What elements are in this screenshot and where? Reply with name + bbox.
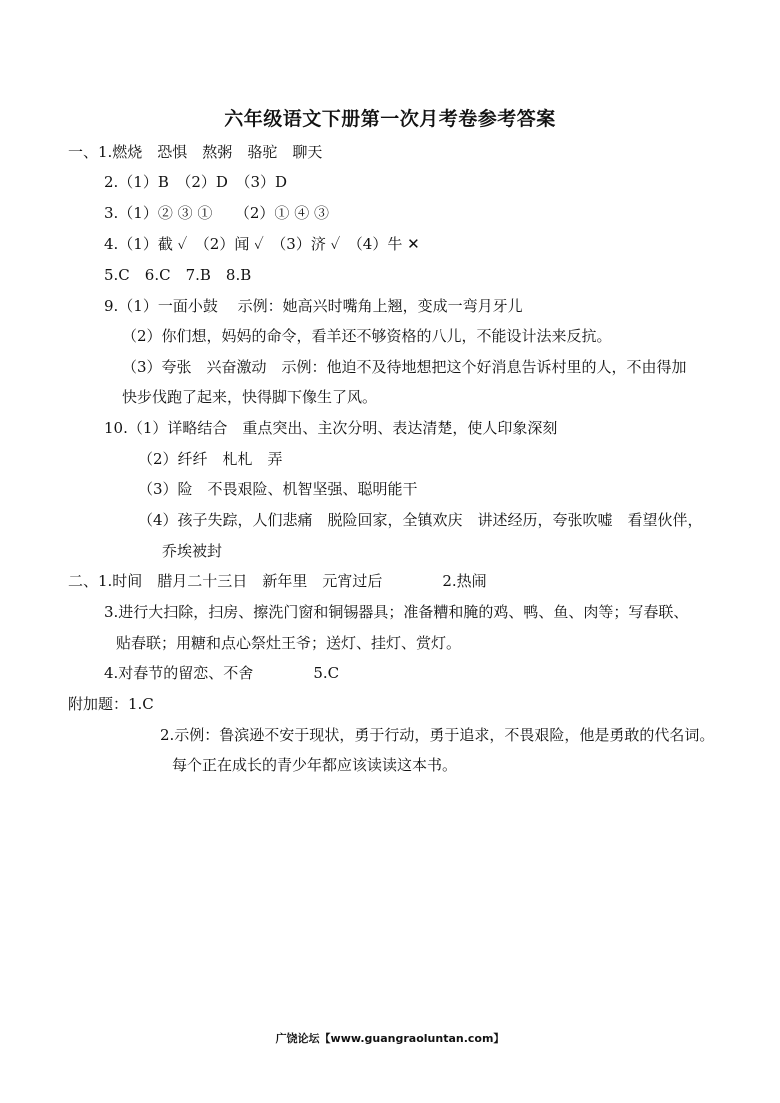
bonus-q2: 2.示例：鲁滨逊不安于现状，勇于行动，勇于追求，不畏艰险，他是勇敢的代名词。 <box>160 726 715 744</box>
answer-q9-2: （2）你们想，妈妈的命令，看羊还不够资格的八儿，不能设计法来反抗。 <box>122 327 612 345</box>
bonus-q1: 附加题：1.C <box>68 695 154 713</box>
answer-q10-2: （2）纤纤 札札 弄 <box>138 450 283 468</box>
page-title: 六年级语文下册第一次月考卷参考答案 <box>224 108 556 130</box>
answer-q9-1: 9.（1）一面小鼓 示例：她高兴时嘴角上翘，变成一弯月牙儿 <box>104 297 523 315</box>
answer-q4: 4.（1）截 ✓ （2）闻 ✓ （3）济 ✓ （4）牛 ✕ <box>104 235 420 253</box>
answer-q9-3: （3）夸张 兴奋激动 示例：他迫不及待地想把这个好消息告诉村里的人，不由得加 <box>122 358 687 376</box>
answer-q2: 2.（1）B （2）D （3）D <box>104 173 288 191</box>
answer-section-2-q3: 3.进行大扫除，扫房、擦洗门窗和铜锡器具；准备糟和腌的鸡、鸭、鱼、肉等；写春联、 <box>104 603 689 621</box>
answer-q5-8: 5.C 6.C 7.B 8.B <box>104 266 252 284</box>
answer-section-2-q4-5: 4.对春节的留恋、不舍 5.C <box>104 664 340 682</box>
answer-section-1-q1: 一、1.燃烧 恐惧 熬粥 骆驼 聊天 <box>68 143 323 161</box>
answer-section-2-q3-cont: 贴春联；用糖和点心祭灶王爷；送灯、挂灯、赏灯。 <box>116 634 462 652</box>
page-footer: 广饶论坛【www.guangraoluntan.com】 <box>275 1032 505 1045</box>
answer-q3: 3.（1）② ③ ① （2）① ④ ③ <box>104 204 329 222</box>
answer-q10-1: 10.（1）详略结合 重点突出、主次分明、表达清楚，使人印象深刻 <box>104 419 558 437</box>
answer-q10-4-cont: 乔埃被封 <box>162 542 223 560</box>
answer-q10-3: （3）险 不畏艰险、机智坚强、聪明能干 <box>138 480 418 498</box>
answer-q10-4: （4）孩子失踪，人们悲痛 脱险回家，全镇欢庆 讲述经历，夸张吹嘘 看望伙伴， <box>138 511 703 529</box>
answer-section-2-q1: 二、1.时间 腊月二十三日 新年里 元宵过后 2.热闹 <box>68 572 487 590</box>
bonus-q2-cont: 每个正在成长的青少年都应该读读这本书。 <box>172 756 458 774</box>
answer-q9-3-cont: 快步伐跑了起来，快得脚下像生了风。 <box>122 388 378 406</box>
